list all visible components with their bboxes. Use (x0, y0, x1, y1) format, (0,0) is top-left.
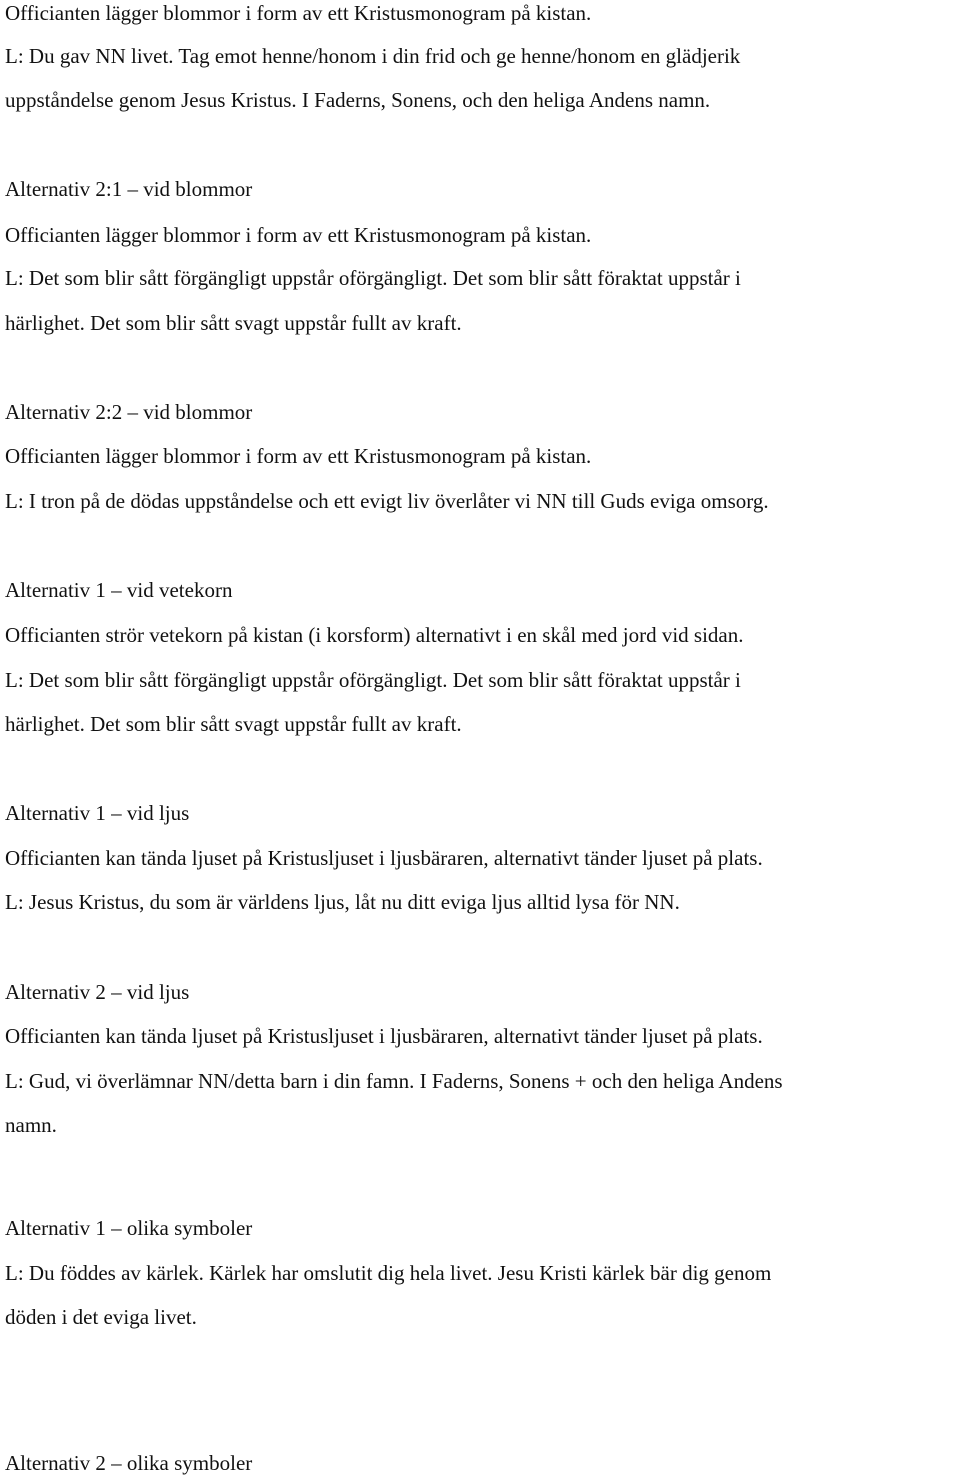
liturgy-text: namn. (5, 1113, 57, 1137)
liturgy-text: L: Det som blir sått förgängligt uppstår oförgängligt. Det som blir sått föraktat uppstår i (5, 668, 741, 692)
body-text: Officianten lägger blommor i form av ett Kristusmonogram på kistan. (5, 444, 592, 468)
section-heading: Alternativ 1 – vid ljus (5, 801, 190, 825)
section-heading: Alternativ 1 – vid vetekorn (5, 578, 233, 602)
liturgy-text: L: I tron på de dödas uppståndelse och ett evigt liv överlåter vi NN till Guds eviga omsorg. (5, 489, 769, 513)
body-text: Officianten kan tända ljuset på Kristusljuset i ljusbäraren, alternativt tänder ljuset på plats. (5, 1024, 763, 1048)
section-heading: Alternativ 2:1 – vid blommor (5, 177, 253, 201)
liturgy-text: L: Jesus Kristus, du som är världens ljus, låt nu ditt eviga ljus alltid lysa för NN. (5, 890, 680, 914)
liturgy-text: L: Det som blir sått förgängligt uppstår oförgängligt. Det som blir sått föraktat uppstår i (5, 266, 741, 290)
body-text: Officianten kan tända ljuset på Kristusljuset i ljusbäraren, alternativt tänder ljuset på plats. (5, 846, 763, 870)
body-text: Officianten lägger blommor i form av ett Kristusmonogram på kistan. (5, 1, 592, 25)
liturgy-text: döden i det eviga livet. (5, 1305, 197, 1329)
body-text: Officianten strör vetekorn på kistan (i korsform) alternativt i en skål med jord vid sidan. (5, 623, 744, 647)
liturgy-text: härlighet. Det som blir sått svagt uppstår fullt av kraft. (5, 311, 462, 335)
body-text: Officianten lägger blommor i form av ett Kristusmonogram på kistan. (5, 223, 592, 247)
section-heading: Alternativ 2:2 – vid blommor (5, 400, 253, 424)
section-heading: Alternativ 2 – vid ljus (5, 980, 190, 1004)
liturgy-text: uppståndelse genom Jesus Kristus. I Faderns, Sonens, och den heliga Andens namn. (5, 88, 711, 112)
section-heading: Alternativ 1 – olika symboler (5, 1216, 253, 1240)
liturgy-text: L: Du föddes av kärlek. Kärlek har omslutit dig hela livet. Jesu Kristi kärlek bär dig genom (5, 1261, 772, 1285)
liturgy-text: L: Gud, vi överlämnar NN/detta barn i din famn. I Faderns, Sonens + och den heliga Andens (5, 1069, 783, 1093)
liturgy-text: L: Du gav NN livet. Tag emot henne/honom i din frid och ge henne/honom en glädjerik (5, 44, 741, 68)
section-heading: Alternativ 2 – olika symboler (5, 1451, 253, 1475)
liturgy-text: härlighet. Det som blir sått svagt uppstår fullt av kraft. (5, 712, 462, 736)
